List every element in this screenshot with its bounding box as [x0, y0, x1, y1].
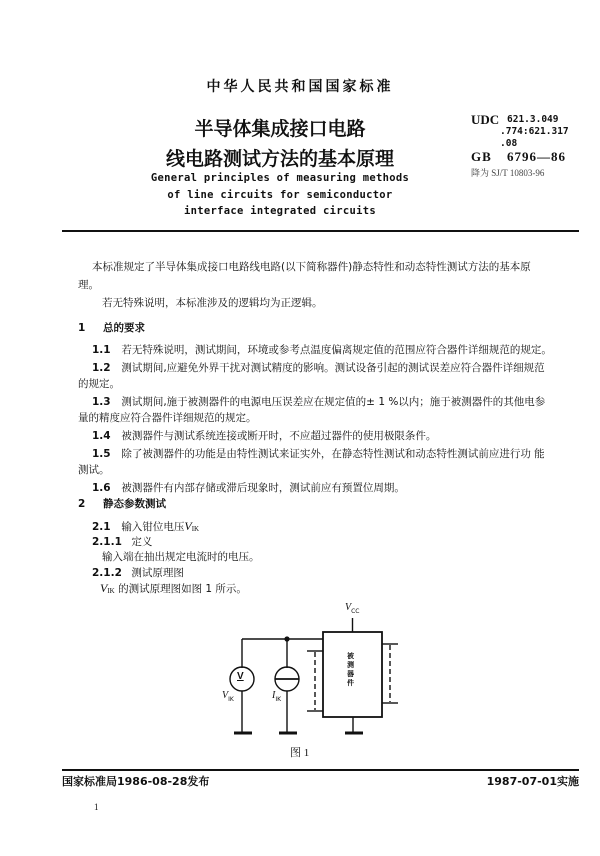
gb-number: 6796—86 — [507, 149, 566, 164]
item-number: 1.4 — [92, 430, 111, 442]
udc-line3: .08 — [500, 138, 518, 149]
title-en-line3: interface integrated circuits — [183, 205, 377, 217]
section1-number: 1 — [78, 322, 86, 334]
gb-label: GB — [471, 149, 492, 164]
item-1-5-cont: 测试。 — [78, 464, 110, 476]
dut-label: 被测器件 — [347, 652, 354, 687]
item-text: 被测器件有内部存储或滞后现象时，测试前应有预置位周期。 — [121, 482, 405, 494]
figure-caption: 图 1 — [290, 747, 310, 759]
item-1-1 — [92, 343, 552, 357]
symbol-subscript: IK — [191, 525, 200, 533]
section2-number: 2 — [78, 498, 86, 510]
intro-paragraph-line1: 本标准规定了半导体集成接口电路线电路(以下简称器件)静态特性和动态特性测试方法的基本原 — [92, 261, 531, 273]
iik-label: $I_{IK}$ — [272, 690, 282, 703]
section-title: 测试原理图 — [131, 567, 184, 579]
item-1-3-cont: 量的精度应符合器件详细规范的规定。 — [78, 412, 257, 424]
item-1-3 — [92, 395, 545, 409]
udc-line1: 621.3.049 — [507, 114, 559, 125]
header-divider — [62, 230, 579, 232]
section-2-1-2 — [92, 566, 184, 580]
item-text: 若无特殊说明，测试期间，环境或参考点温度偏离规定值的范围应符合器件详细规范的规定。 — [121, 344, 552, 356]
section-2-1-1-text: 输入端在抽出规定电流时的电压。 — [102, 551, 260, 563]
intro-paragraph-line2: 理。 — [78, 279, 99, 291]
voltmeter-glyph: V — [237, 671, 244, 682]
section-2-1-1 — [92, 535, 152, 549]
udc-line2: .774:621.317 — [500, 126, 569, 137]
item-number: 1.3 — [92, 396, 111, 408]
udc-label: UDC — [471, 112, 500, 127]
item-number: 1.1 — [92, 344, 111, 356]
vcc-label: $V_{CC}$ — [345, 602, 360, 615]
title-cn-line1: 半导体集成接口电路 — [194, 118, 366, 140]
item-text: 被测器件与测试系统连接或断开时，不应超过器件的使用极限条件。 — [121, 430, 437, 442]
item-number: 1.6 — [92, 482, 111, 494]
item-text: 测试期间,应避免外界干扰对测试精度的影响。测试设备引起的测试误差应符合器件详细规范 — [121, 362, 545, 374]
standard-type: 中华人民共和国国家标准 — [206, 79, 394, 95]
section-title: 定义 — [131, 536, 153, 548]
vik-label: $V_{IK}$ — [222, 690, 234, 703]
symbol-v: V — [184, 519, 192, 533]
circuit-schematic-icon — [200, 590, 440, 740]
item-1-2 — [92, 361, 545, 375]
symbol-v: V — [100, 581, 108, 595]
section-title: 输入钳位电压 — [121, 521, 185, 533]
section1-title: 总的要求 — [102, 322, 145, 334]
replaced-by-note: 降为 SJ/T 10803-96 — [471, 168, 545, 178]
item-1-4 — [92, 429, 436, 443]
section-2-1 — [92, 519, 199, 536]
section1-heading — [78, 320, 145, 335]
title-cn-line2: 线电路测试方法的基本原理 — [165, 148, 394, 170]
item-1-6 — [92, 481, 405, 495]
section-number: 2.1 — [92, 521, 111, 533]
circuit-diagram — [200, 590, 440, 740]
section-number: 2.1.2 — [92, 567, 122, 579]
title-en-line2: of line circuits for semiconductor — [167, 189, 393, 201]
item-1-2-cont: 的规定。 — [78, 378, 120, 390]
item-number: 1.2 — [92, 362, 111, 374]
issue-date: 国家标准局1986-08-28发布 — [62, 775, 210, 788]
figure-reference-text: 的测试原理图如图 1 所示。 — [118, 583, 247, 595]
effective-date: 1987-07-01实施 — [486, 775, 579, 788]
item-text: 测试期间,施于被测器件的电源电压误差应在规定值的± 1 %以内；施于被测器件的其他电参 — [121, 396, 546, 408]
section2-heading — [78, 496, 166, 511]
item-number: 1.5 — [92, 448, 111, 460]
item-1-5 — [92, 447, 545, 461]
page-number: 1 — [94, 802, 99, 812]
title-en-line1: General principles of measuring methods — [150, 172, 410, 184]
symbol-subscript: IK — [107, 587, 115, 595]
section-number: 2.1.1 — [92, 536, 122, 548]
footer-divider — [62, 769, 579, 771]
item-text: 除了被测器件的功能是由特性测试来证实外，在静态特性测试和动态特性测试前应进行功 能 — [121, 448, 545, 460]
intro-paragraph-2: 若无特殊说明，本标准涉及的逻辑均为正逻辑。 — [102, 297, 323, 309]
section2-title: 静态参数测试 — [102, 498, 166, 510]
